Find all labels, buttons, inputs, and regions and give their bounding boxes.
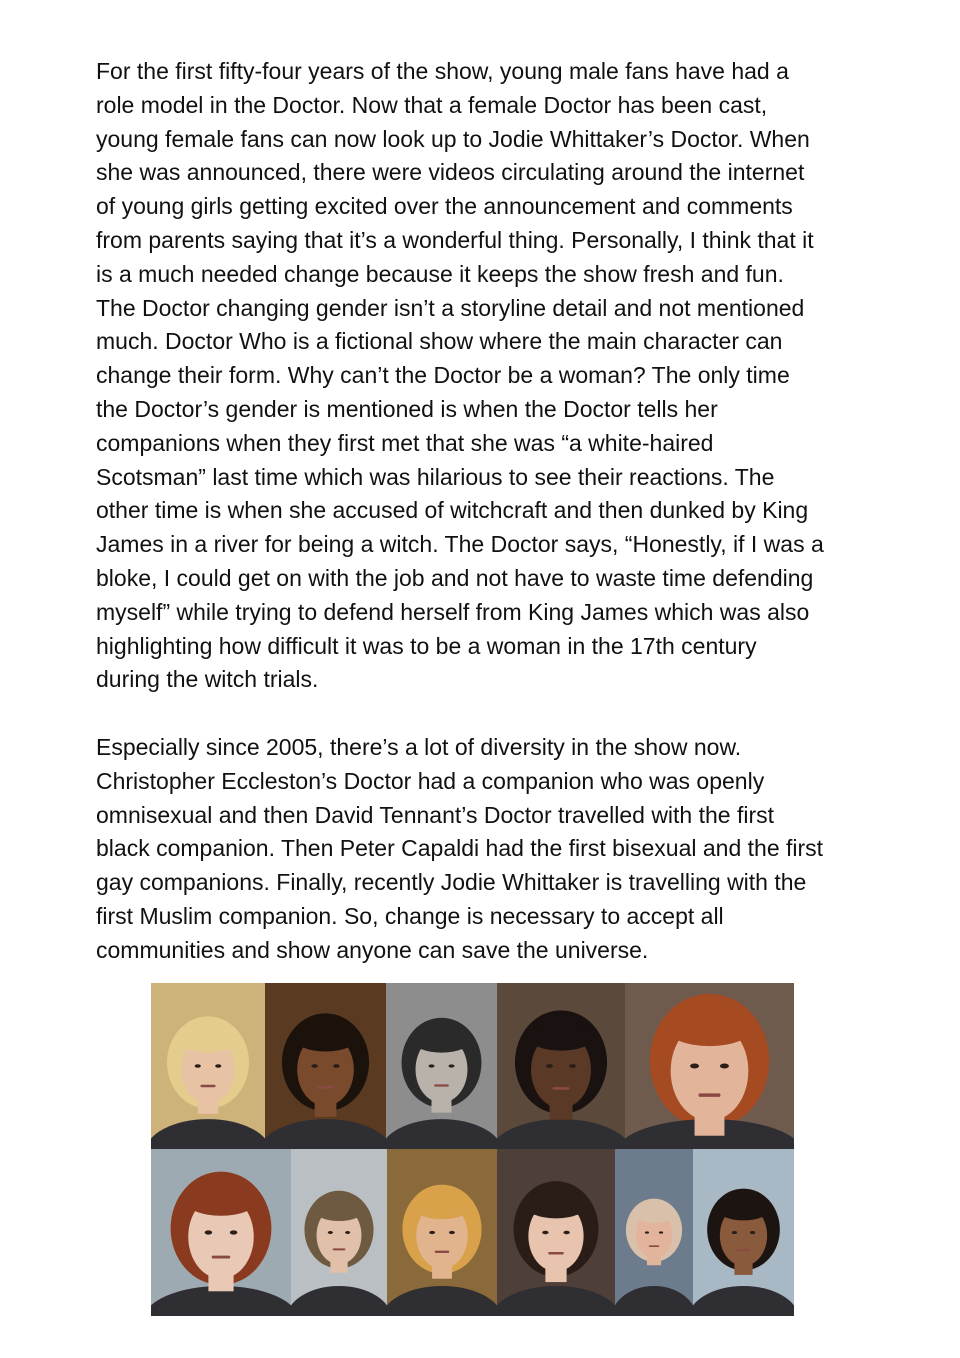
portrait-image: [625, 983, 794, 1149]
portrait-tile: [625, 983, 794, 1149]
paragraph-line: other time is when she accused of witchcraft and then dunked by King: [96, 497, 809, 524]
paragraph-line: black companion. Then Peter Capaldi had the first bisexual and the first: [96, 835, 824, 862]
portrait-image: [497, 1149, 615, 1316]
paragraph-line: James in a river for being a witch. The Doctor says, “Honestly, if I was a: [96, 531, 824, 558]
paragraph-line: much. Doctor Who is a fictional show where the main character can: [96, 328, 783, 355]
paragraph-line: companions when they first met that she was “a white-haired: [96, 429, 714, 456]
portrait-image: [497, 983, 625, 1149]
paragraph-line: Especially since 2005, there’s a lot of diversity in the show now.: [96, 734, 742, 760]
paragraph-line: Christopher Eccleston’s Doctor had a companion who was openly: [96, 767, 765, 794]
portrait-image: [151, 1149, 291, 1316]
portrait-image: [151, 983, 265, 1149]
paragraph-line: Scotsman” last time which was hilarious to see their reactions. The: [96, 463, 775, 490]
paragraph-line: highlighting how difficult it was to be a woman in the 17th century: [96, 632, 757, 659]
portrait-tile: [265, 983, 386, 1149]
paragraph-line: omnisexual and then David Tennant’s Doctor travelled with the first: [96, 801, 775, 828]
paragraph-1: [96, 55, 876, 697]
companions-photo-collage: [151, 983, 794, 1316]
paragraph-line: first Muslim companion. So, change is necessary to accept all: [96, 902, 724, 929]
portrait-image: [265, 983, 386, 1149]
portrait-tile: [291, 1149, 387, 1316]
paragraph-line: bloke, I could get on with the job and not have to waste time defending: [96, 564, 814, 591]
portrait-image: [615, 1149, 693, 1316]
paragraph-2: [96, 731, 876, 968]
paragraph-line: myself” while trying to defend herself from King James which was also: [96, 598, 810, 625]
paragraph-line: of young girls getting excited over the announcement and comments: [96, 193, 793, 220]
portrait-image: [386, 983, 497, 1149]
portrait-tile: [387, 1149, 497, 1316]
paragraph-line: communities and show anyone can save the universe.: [96, 936, 649, 963]
paragraph-line: is a much needed change because it keeps the show fresh and fun.: [96, 260, 784, 287]
portrait-tile: [151, 983, 265, 1149]
portrait-tile: [497, 1149, 615, 1316]
paragraph-line: she was announced, there were videos circulating around the internet: [96, 159, 805, 186]
paragraph-line: gay companions. Finally, recently Jodie Whittaker is travelling with the: [96, 869, 807, 896]
portrait-tile: [497, 983, 625, 1149]
paragraph-line: the Doctor’s gender is mentioned is when the Doctor tells her: [96, 395, 718, 422]
portrait-tile: [151, 1149, 291, 1316]
portrait-tile: [615, 1149, 693, 1316]
paragraph-line: For the first fifty-four years of the show, young male fans have had a: [96, 58, 789, 84]
paragraph-line: The Doctor changing gender isn’t a storyline detail and not mentioned: [96, 294, 805, 321]
portrait-image: [693, 1149, 794, 1316]
paragraph-line: during the witch trials.: [96, 666, 319, 693]
portrait-image: [291, 1149, 387, 1316]
portrait-tile: [693, 1149, 794, 1316]
portrait-tile: [386, 983, 497, 1149]
paragraph-line: change their form. Why can’t the Doctor be a woman? The only time: [96, 362, 790, 389]
portrait-image: [387, 1149, 497, 1316]
paragraph-line: role model in the Doctor. Now that a female Doctor has been cast,: [96, 91, 768, 118]
paragraph-line: young female fans can now look up to Jodie Whittaker’s Doctor. When: [96, 125, 810, 152]
paragraph-line: from parents saying that it’s a wonderful thing. Personally, I think that it: [96, 226, 814, 253]
